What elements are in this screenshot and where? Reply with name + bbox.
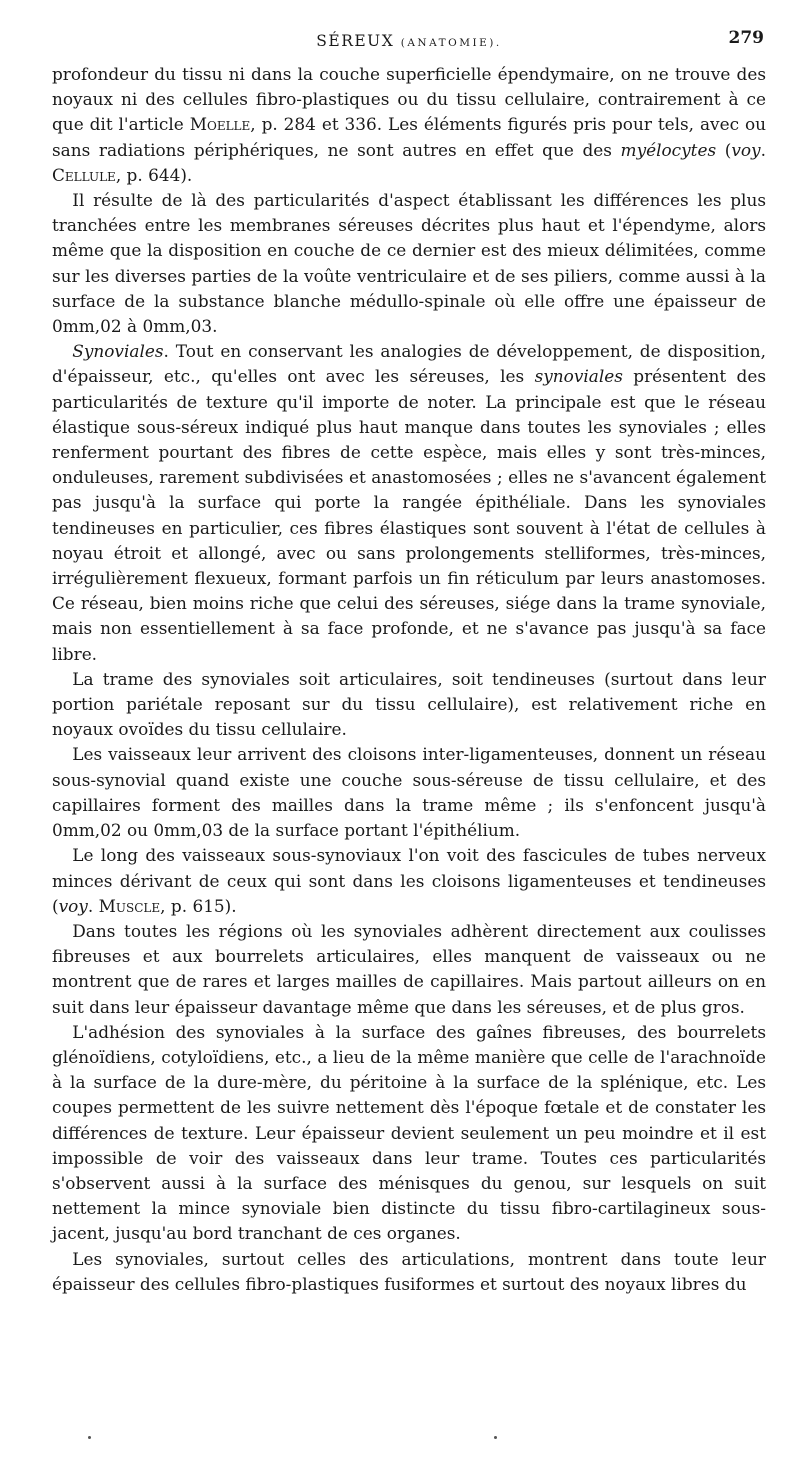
section-lead: Synoviales — [72, 341, 164, 362]
print-dot — [88, 1436, 91, 1439]
page-header — [52, 28, 766, 62]
cross-reference: Cellule — [52, 164, 116, 185]
paragraph-8: L'adhésion des synoviales à la surface des gaînes fibreuses, des bourrelets glénoïdiens, cotyloïdiens, etc., a lieu de la même manière que celle de l'arachnoïde à la surface de la dure-mère, du péritoine à la surface de la splénique, etc. Les coupes permettent de les suivre nettement dès l'époque fœtale et de constater les différences de texture. Leur épaisseur devient seulement un peu moindre et il est impossible de voir des vaisseaux dans leur trame. Toutes ces particularités s'observent aussi à la surface des ménisques du genou, sur lesquels on suit nettement la mince synoviale bien distincte du tissu fibro-cartilagineux sous-jacent, jusqu'au bord tranchant de ces organes. — [52, 1021, 766, 1244]
print-marks — [0, 1436, 800, 1446]
paragraph-6: Le long des vaisseaux sous-synoviaux l'on voit des fascicules de tubes nerveux minces dérivant de ceux qui sont dans les cloisons ligamenteuses et tendineuses (voy. Muscle, p. 615). — [52, 845, 766, 916]
print-dot — [494, 1436, 497, 1439]
body-text — [52, 62, 766, 1297]
paragraph-5: Les vaisseaux leur arrivent des cloisons inter-ligamenteuses, donnent un réseau sous-synovial quand existe une couche sous-séreuse de tissu cellulaire, et des capillaires forment des mailles dans la trame même ; ils s'enfoncent jusqu'à 0mm,02 ou 0mm,03 de la surface portant l'épithélium. — [52, 744, 766, 841]
paragraph-3: Synoviales. Tout en conservant les analogies de développement, de disposition, d'épaisseur, etc., qu'elles ont avec les séreuses, les synoviales présentent des particularités de texture qu'il importe de noter. La principale est que le réseau élastique sous-séreux indiqué plus haut manque dans toutes les synoviales ; elles renferment pourtant des fibres de cette espèce, mais elles y sont très-minces, onduleuses, rarement subdivisées et anastomosées ; elles ne s'avancent également pas jusqu'à la surface qui porte la rangée épithéliale. Dans les synoviales tendineuses en particulier, ces fibres élastiques sont souvent à l'état de cellules à noyau étroit et allongé, avec ou sans prolongements stelliformes, très-minces, irrégulièrement flexueux, formant parfois un fin réticulum par leurs anastomoses. Ce réseau, bien moins riche que celui des séreuses, siége dans la trame synoviale, mais non essentiellement à sa face profonde, et ne s'avance pas jusqu'à sa face libre. — [52, 341, 766, 664]
paragraph-2: Il résulte de là des particularités d'aspect établissant les différences les plus tranchées entre les membranes séreuses décrites plus haut et l'épendyme, alors même que la disposition en couche de ce dernier est des mieux délimitées, comme sur les diverses parties de la voûte ventriculaire et de ses piliers, comme aussi à la surface de la substance blanche médullo-spinale où elle offre une épaisseur de 0mm,02 à 0mm,03. — [52, 190, 766, 337]
running-head — [52, 32, 766, 50]
cross-reference: Muscle — [98, 895, 161, 916]
page-number: 279 — [728, 28, 764, 48]
paragraph-4: La trame des synoviales soit articulaires, soit tendineuses (surtout dans leur portion pariétale reposant sur du tissu cellulaire), est relativement riche en noyaux ovoïdes du tissu cellulaire. — [52, 668, 766, 740]
paragraph-7: Dans toutes les régions où les synoviales adhèrent directement aux coulisses fibreuses et aux bourrelets articulaires, elles manquent de vaisseaux ou ne montrent que de rares et larges mailles de capillaires. Mais partout ailleurs on en suit dans leur épaisseur davantage même que dans les séreuses, et de plus gros. — [52, 920, 766, 1017]
running-head-subtitle: (ANATOMIE). — [400, 37, 502, 49]
running-head-title: SÉREUX — [316, 32, 395, 50]
term: synoviales — [534, 366, 623, 387]
cross-reference: Moelle — [189, 114, 251, 135]
term: myélocytes — [620, 139, 717, 160]
paragraph-1: profondeur du tissu ni dans la couche superficielle épendymaire, on ne trouve des noyaux ni des cellules fibro-plastiques ou du tissu cellulaire, contrairement à ce que dit l'article Moelle, p. 284 et 336. Les éléments figurés pris pour tels, avec ou sans radiations périphériques, ne sont autres en effet que des myélocytes (voy. Cellule, p. 644). — [52, 64, 766, 185]
paragraph-9: Les synoviales, surtout celles des articulations, montrent dans toute leur épaisseur des cellules fibro-plastiques fusiformes et surtout des noyaux libres du — [52, 1248, 766, 1294]
book-page — [52, 28, 766, 1297]
